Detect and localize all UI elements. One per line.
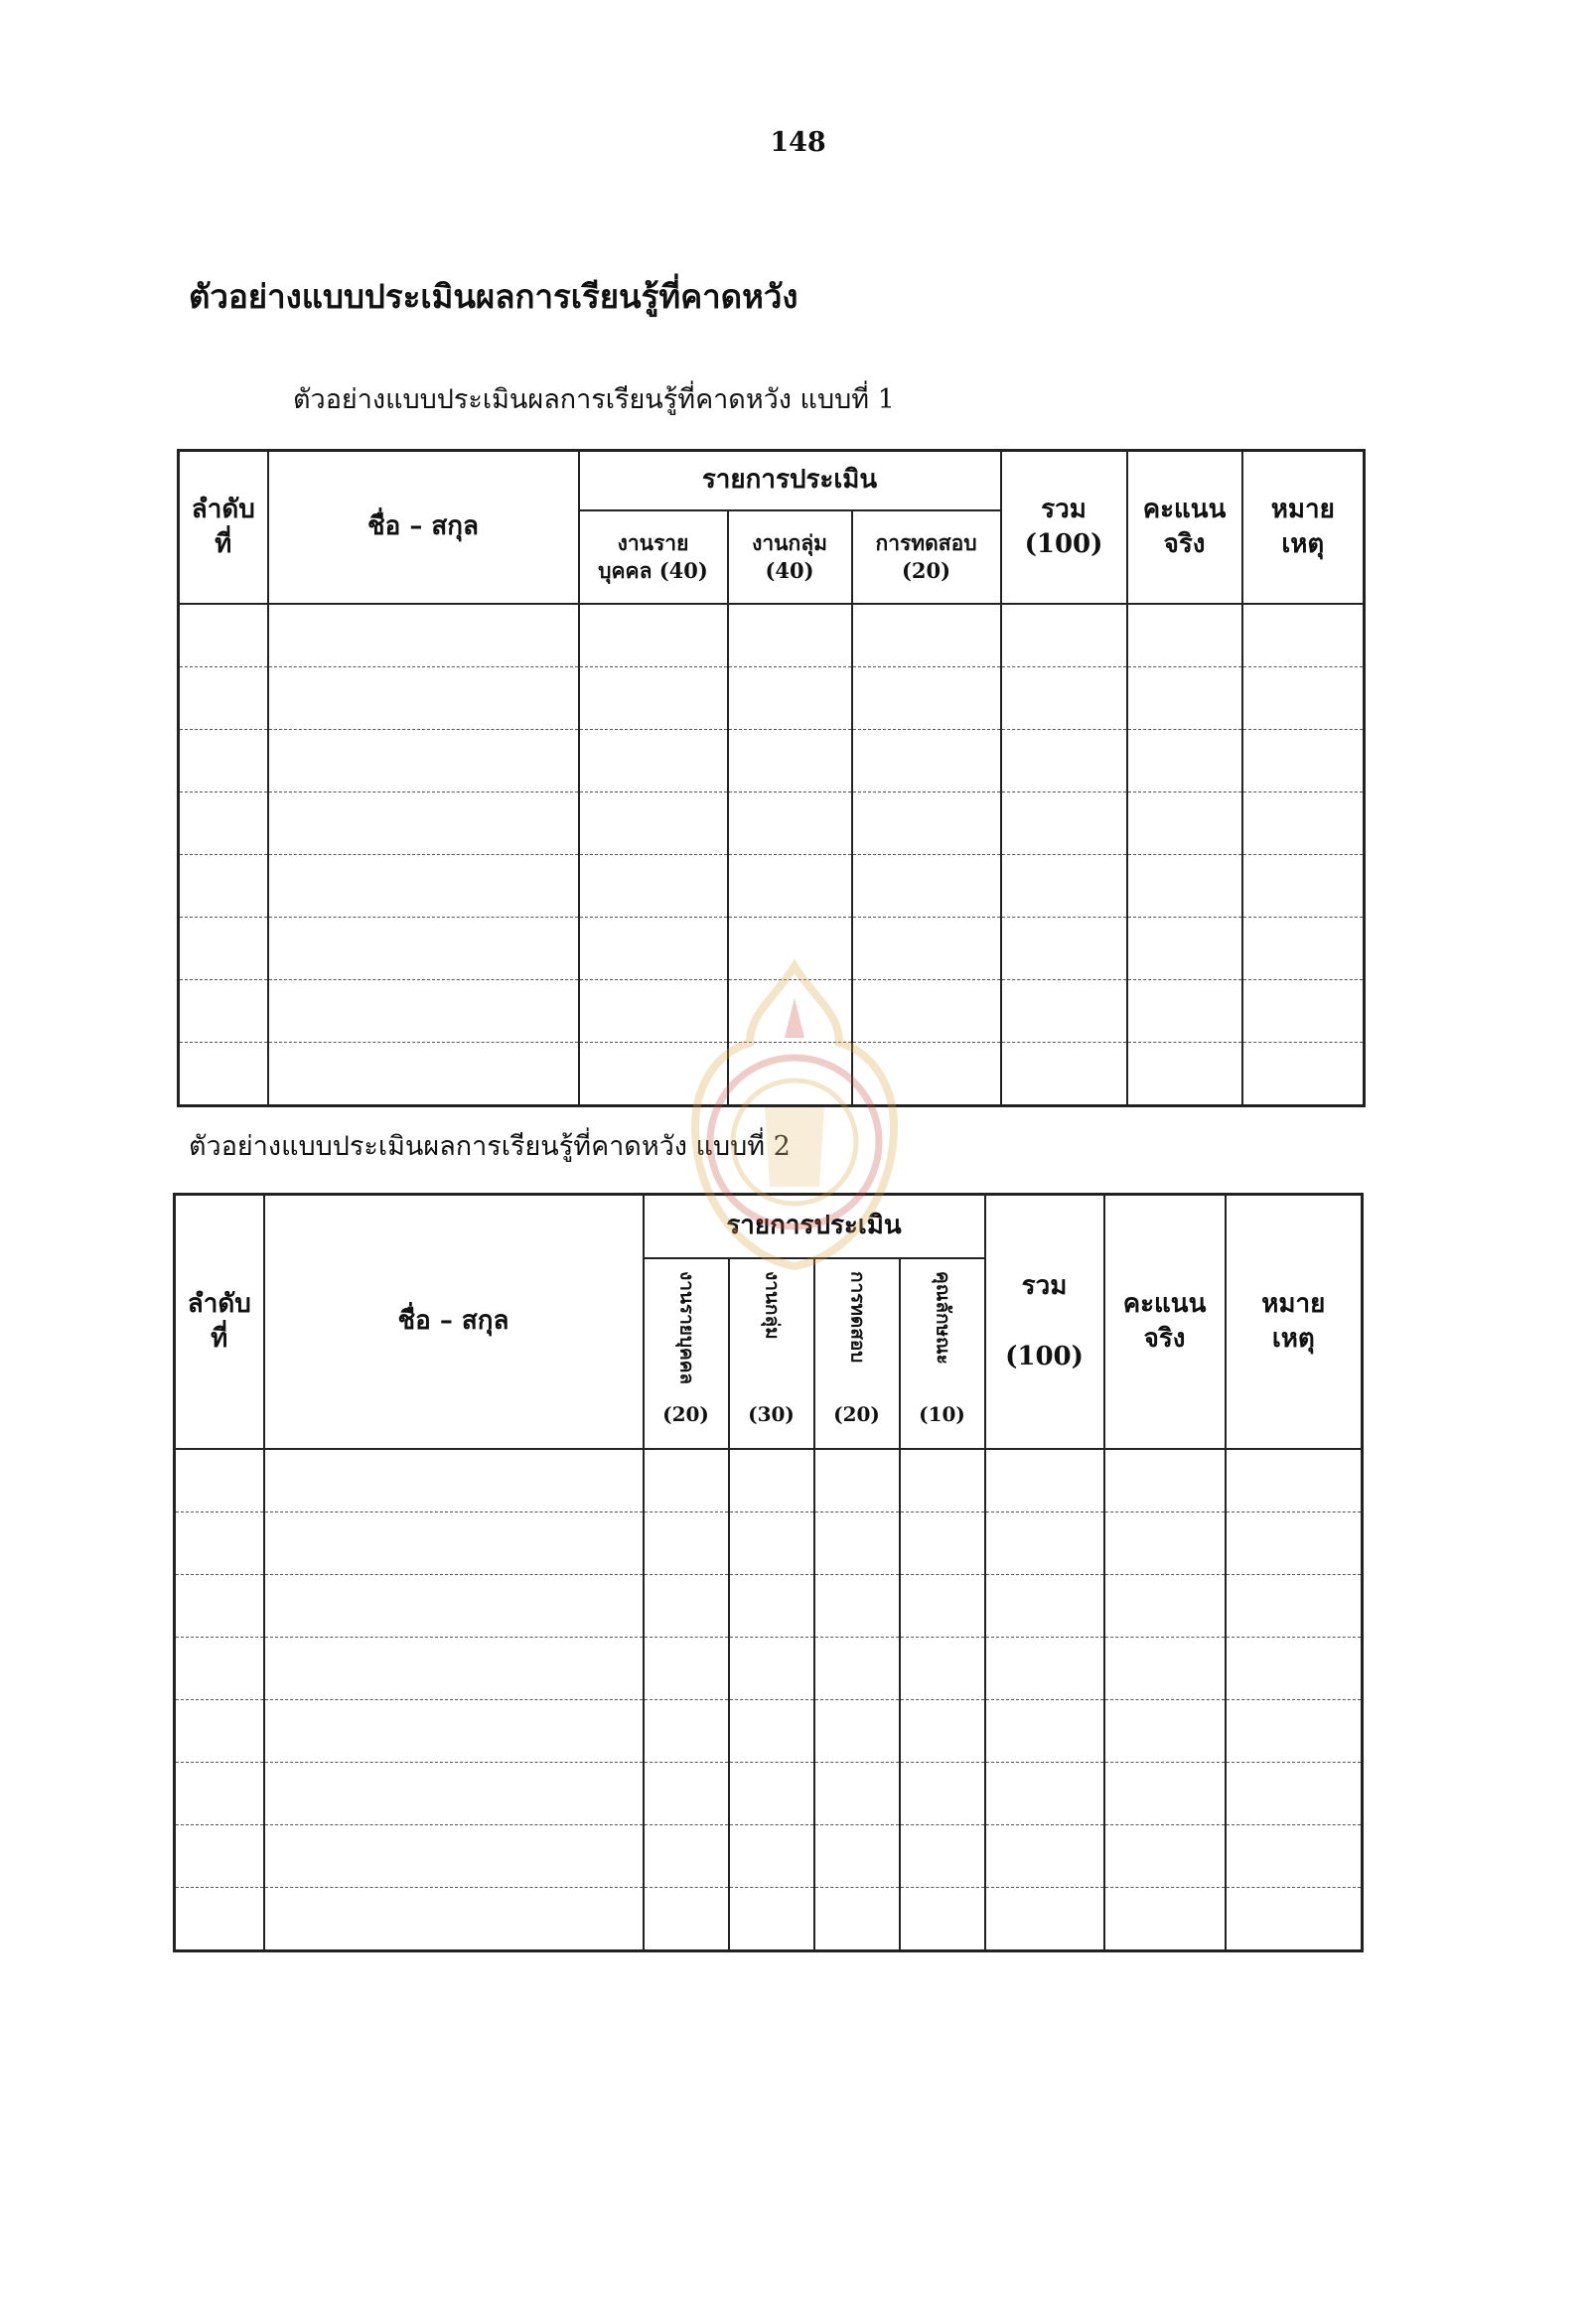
col-assessment-group: รายการประเมิน [644, 1195, 985, 1259]
blank-cell [1104, 1575, 1226, 1638]
blank-cell [644, 1825, 729, 1888]
blank-cell [729, 1575, 814, 1638]
blank-cell [268, 792, 579, 855]
blank-cell [579, 730, 728, 792]
max-score: (20) [833, 1402, 880, 1426]
blank-cell [268, 855, 579, 918]
blank-cell [852, 1043, 1001, 1106]
blank-cell [1226, 1888, 1363, 1951]
blank-cell [1226, 1763, 1363, 1825]
blank-cell [579, 855, 728, 918]
blank-cell [900, 1638, 985, 1700]
table-row [179, 792, 1365, 855]
blank-cell [175, 1512, 264, 1575]
blank-cell [1226, 1449, 1363, 1512]
blank-cell [175, 1825, 264, 1888]
col-assessment-group: รายการประเมิน [579, 451, 1001, 511]
blank-cell [579, 918, 728, 980]
blank-cell [1242, 1043, 1365, 1106]
blank-cell [264, 1575, 644, 1638]
table-row [179, 855, 1365, 918]
blank-cell [1127, 604, 1242, 667]
blank-cell [264, 1449, 644, 1512]
col-characteristics [900, 1258, 985, 1449]
blank-cell [1001, 667, 1127, 730]
blank-cell [1127, 792, 1242, 855]
blank-cell [729, 1763, 814, 1825]
blank-cell [644, 1512, 729, 1575]
blank-cell [852, 855, 1001, 918]
blank-cell [1127, 918, 1242, 980]
blank-cell [264, 1638, 644, 1700]
blank-cell [579, 792, 728, 855]
blank-cell [1001, 918, 1127, 980]
blank-cell [1242, 918, 1365, 980]
blank-cell [1001, 792, 1127, 855]
blank-cell [175, 1449, 264, 1512]
blank-cell [728, 792, 852, 855]
blank-cell [1242, 792, 1365, 855]
table-row [179, 604, 1365, 667]
blank-cell [1104, 1763, 1226, 1825]
blank-cell [579, 1043, 728, 1106]
blank-cell [268, 730, 579, 792]
blank-cell [1226, 1825, 1363, 1888]
blank-cell [179, 918, 268, 980]
blank-cell [900, 1449, 985, 1512]
blank-cell [900, 1700, 985, 1763]
blank-cell [728, 730, 852, 792]
blank-cell [985, 1825, 1104, 1888]
blank-cell [729, 1449, 814, 1512]
blank-cell [644, 1449, 729, 1512]
table-row [179, 730, 1365, 792]
blank-cell [179, 604, 268, 667]
blank-cell [1104, 1825, 1226, 1888]
blank-cell [729, 1888, 814, 1951]
blank-cell [1104, 1888, 1226, 1951]
blank-cell [1127, 855, 1242, 918]
col-total: รวม (100) [985, 1195, 1104, 1450]
blank-cell [1226, 1700, 1363, 1763]
table-row [175, 1638, 1363, 1700]
blank-cell [900, 1888, 985, 1951]
form1-body [179, 604, 1365, 1106]
blank-cell [644, 1888, 729, 1951]
blank-cell [179, 667, 268, 730]
max-score: (30) [748, 1402, 795, 1426]
blank-cell [852, 604, 1001, 667]
blank-cell [900, 1575, 985, 1638]
max-score: (10) [919, 1402, 965, 1426]
blank-cell [852, 730, 1001, 792]
blank-cell [852, 667, 1001, 730]
col-real-score: คะแนน จริง [1127, 451, 1242, 605]
blank-cell [175, 1700, 264, 1763]
blank-cell [728, 918, 852, 980]
blank-cell [268, 604, 579, 667]
blank-cell [728, 980, 852, 1043]
blank-cell [728, 604, 852, 667]
blank-cell [985, 1763, 1104, 1825]
blank-cell [1226, 1575, 1363, 1638]
page-number: 148 [770, 127, 826, 158]
form1-title: ตัวอย่างแบบประเมินผลการเรียนรู้ที่คาดหวัง แบบที่ 1 [293, 384, 895, 415]
blank-cell [814, 1700, 900, 1763]
blank-cell [579, 980, 728, 1043]
blank-cell [579, 667, 728, 730]
col-note: หมาย เหตุ [1242, 451, 1365, 605]
blank-cell [1226, 1638, 1363, 1700]
blank-cell [644, 1575, 729, 1638]
blank-cell [1104, 1638, 1226, 1700]
blank-cell [1242, 604, 1365, 667]
blank-cell [852, 980, 1001, 1043]
blank-cell [1127, 667, 1242, 730]
col-order: ลำดับ ที่ [179, 451, 268, 605]
form2-body [175, 1449, 1363, 1951]
blank-cell [268, 1043, 579, 1106]
blank-cell [814, 1449, 900, 1512]
table-row [175, 1512, 1363, 1575]
blank-cell [264, 1512, 644, 1575]
blank-cell [985, 1575, 1104, 1638]
blank-cell [1127, 730, 1242, 792]
blank-cell [175, 1575, 264, 1638]
blank-cell [985, 1700, 1104, 1763]
page-title: ตัวอย่างแบบประเมินผลการเรียนรู้ที่คาดหวัง [189, 277, 798, 316]
blank-cell [985, 1512, 1104, 1575]
blank-cell [1242, 730, 1365, 792]
blank-cell [179, 792, 268, 855]
blank-cell [814, 1512, 900, 1575]
blank-cell [264, 1825, 644, 1888]
table-row [175, 1449, 1363, 1512]
blank-cell [644, 1638, 729, 1700]
blank-cell [1242, 980, 1365, 1043]
blank-cell [1001, 604, 1127, 667]
blank-cell [814, 1638, 900, 1700]
table-row [179, 980, 1365, 1043]
col-order: ลำดับ ที่ [175, 1195, 264, 1450]
col-test [814, 1258, 900, 1449]
blank-cell [1242, 855, 1365, 918]
blank-cell [900, 1763, 985, 1825]
blank-cell [268, 980, 579, 1043]
table-row [175, 1888, 1363, 1951]
blank-cell [728, 667, 852, 730]
form2-title: ตัวอย่างแบบประเมินผลการเรียนรู้ที่คาดหวัง แบบที่ 2 [189, 1131, 791, 1162]
blank-cell [179, 980, 268, 1043]
blank-cell [814, 1825, 900, 1888]
blank-cell [264, 1700, 644, 1763]
blank-cell [729, 1825, 814, 1888]
blank-cell [814, 1763, 900, 1825]
blank-cell [644, 1700, 729, 1763]
col-individual-work: งานราย บุคคล (40) [579, 510, 728, 604]
vertical-label: คุณลักษณะ [932, 1271, 954, 1365]
blank-cell [264, 1888, 644, 1951]
blank-cell [264, 1763, 644, 1825]
col-name: ชื่อ – สกุล [264, 1195, 644, 1450]
blank-cell [1104, 1449, 1226, 1512]
col-group-work [729, 1258, 814, 1449]
blank-cell [1104, 1700, 1226, 1763]
col-individual-work [644, 1258, 729, 1449]
blank-cell [852, 792, 1001, 855]
blank-cell [1001, 730, 1127, 792]
table-row [179, 918, 1365, 980]
table-row [175, 1825, 1363, 1888]
table-row [175, 1700, 1363, 1763]
table-row [179, 667, 1365, 730]
vertical-label: งานกลุ่ม [761, 1271, 784, 1340]
blank-cell [1242, 667, 1365, 730]
blank-cell [175, 1763, 264, 1825]
blank-cell [729, 1512, 814, 1575]
blank-cell [268, 667, 579, 730]
blank-cell [1127, 1043, 1242, 1106]
blank-cell [1001, 1043, 1127, 1106]
blank-cell [179, 855, 268, 918]
blank-cell [175, 1638, 264, 1700]
blank-cell [1226, 1512, 1363, 1575]
blank-cell [729, 1700, 814, 1763]
assessment-form-2 [173, 1193, 1364, 1952]
col-note: หมาย เหตุ [1226, 1195, 1363, 1450]
blank-cell [1001, 855, 1127, 918]
blank-cell [1127, 980, 1242, 1043]
blank-cell [985, 1638, 1104, 1700]
blank-cell [985, 1449, 1104, 1512]
table-row [175, 1575, 1363, 1638]
blank-cell [175, 1888, 264, 1951]
blank-cell [728, 855, 852, 918]
col-test: การทดสอบ (20) [852, 510, 1001, 604]
col-group-work: งานกลุ่ม (40) [728, 510, 852, 604]
table-row [179, 1043, 1365, 1106]
blank-cell [644, 1763, 729, 1825]
blank-cell [179, 730, 268, 792]
blank-cell [1104, 1512, 1226, 1575]
blank-cell [900, 1825, 985, 1888]
blank-cell [729, 1638, 814, 1700]
blank-cell [268, 918, 579, 980]
assessment-form-1 [177, 449, 1366, 1107]
table-row [175, 1763, 1363, 1825]
blank-cell [814, 1575, 900, 1638]
blank-cell [728, 1043, 852, 1106]
blank-cell [985, 1888, 1104, 1951]
blank-cell [814, 1888, 900, 1951]
blank-cell [1001, 980, 1127, 1043]
col-real-score: คะแนน จริง [1104, 1195, 1226, 1450]
vertical-label: การทดสอบ [846, 1271, 869, 1364]
max-score: (20) [662, 1402, 709, 1426]
blank-cell [579, 604, 728, 667]
col-total: รวม (100) [1001, 451, 1127, 605]
blank-cell [852, 918, 1001, 980]
vertical-label: งานรายบุคคล [675, 1271, 698, 1385]
blank-cell [900, 1512, 985, 1575]
col-name: ชื่อ – สกุล [268, 451, 579, 605]
blank-cell [179, 1043, 268, 1106]
